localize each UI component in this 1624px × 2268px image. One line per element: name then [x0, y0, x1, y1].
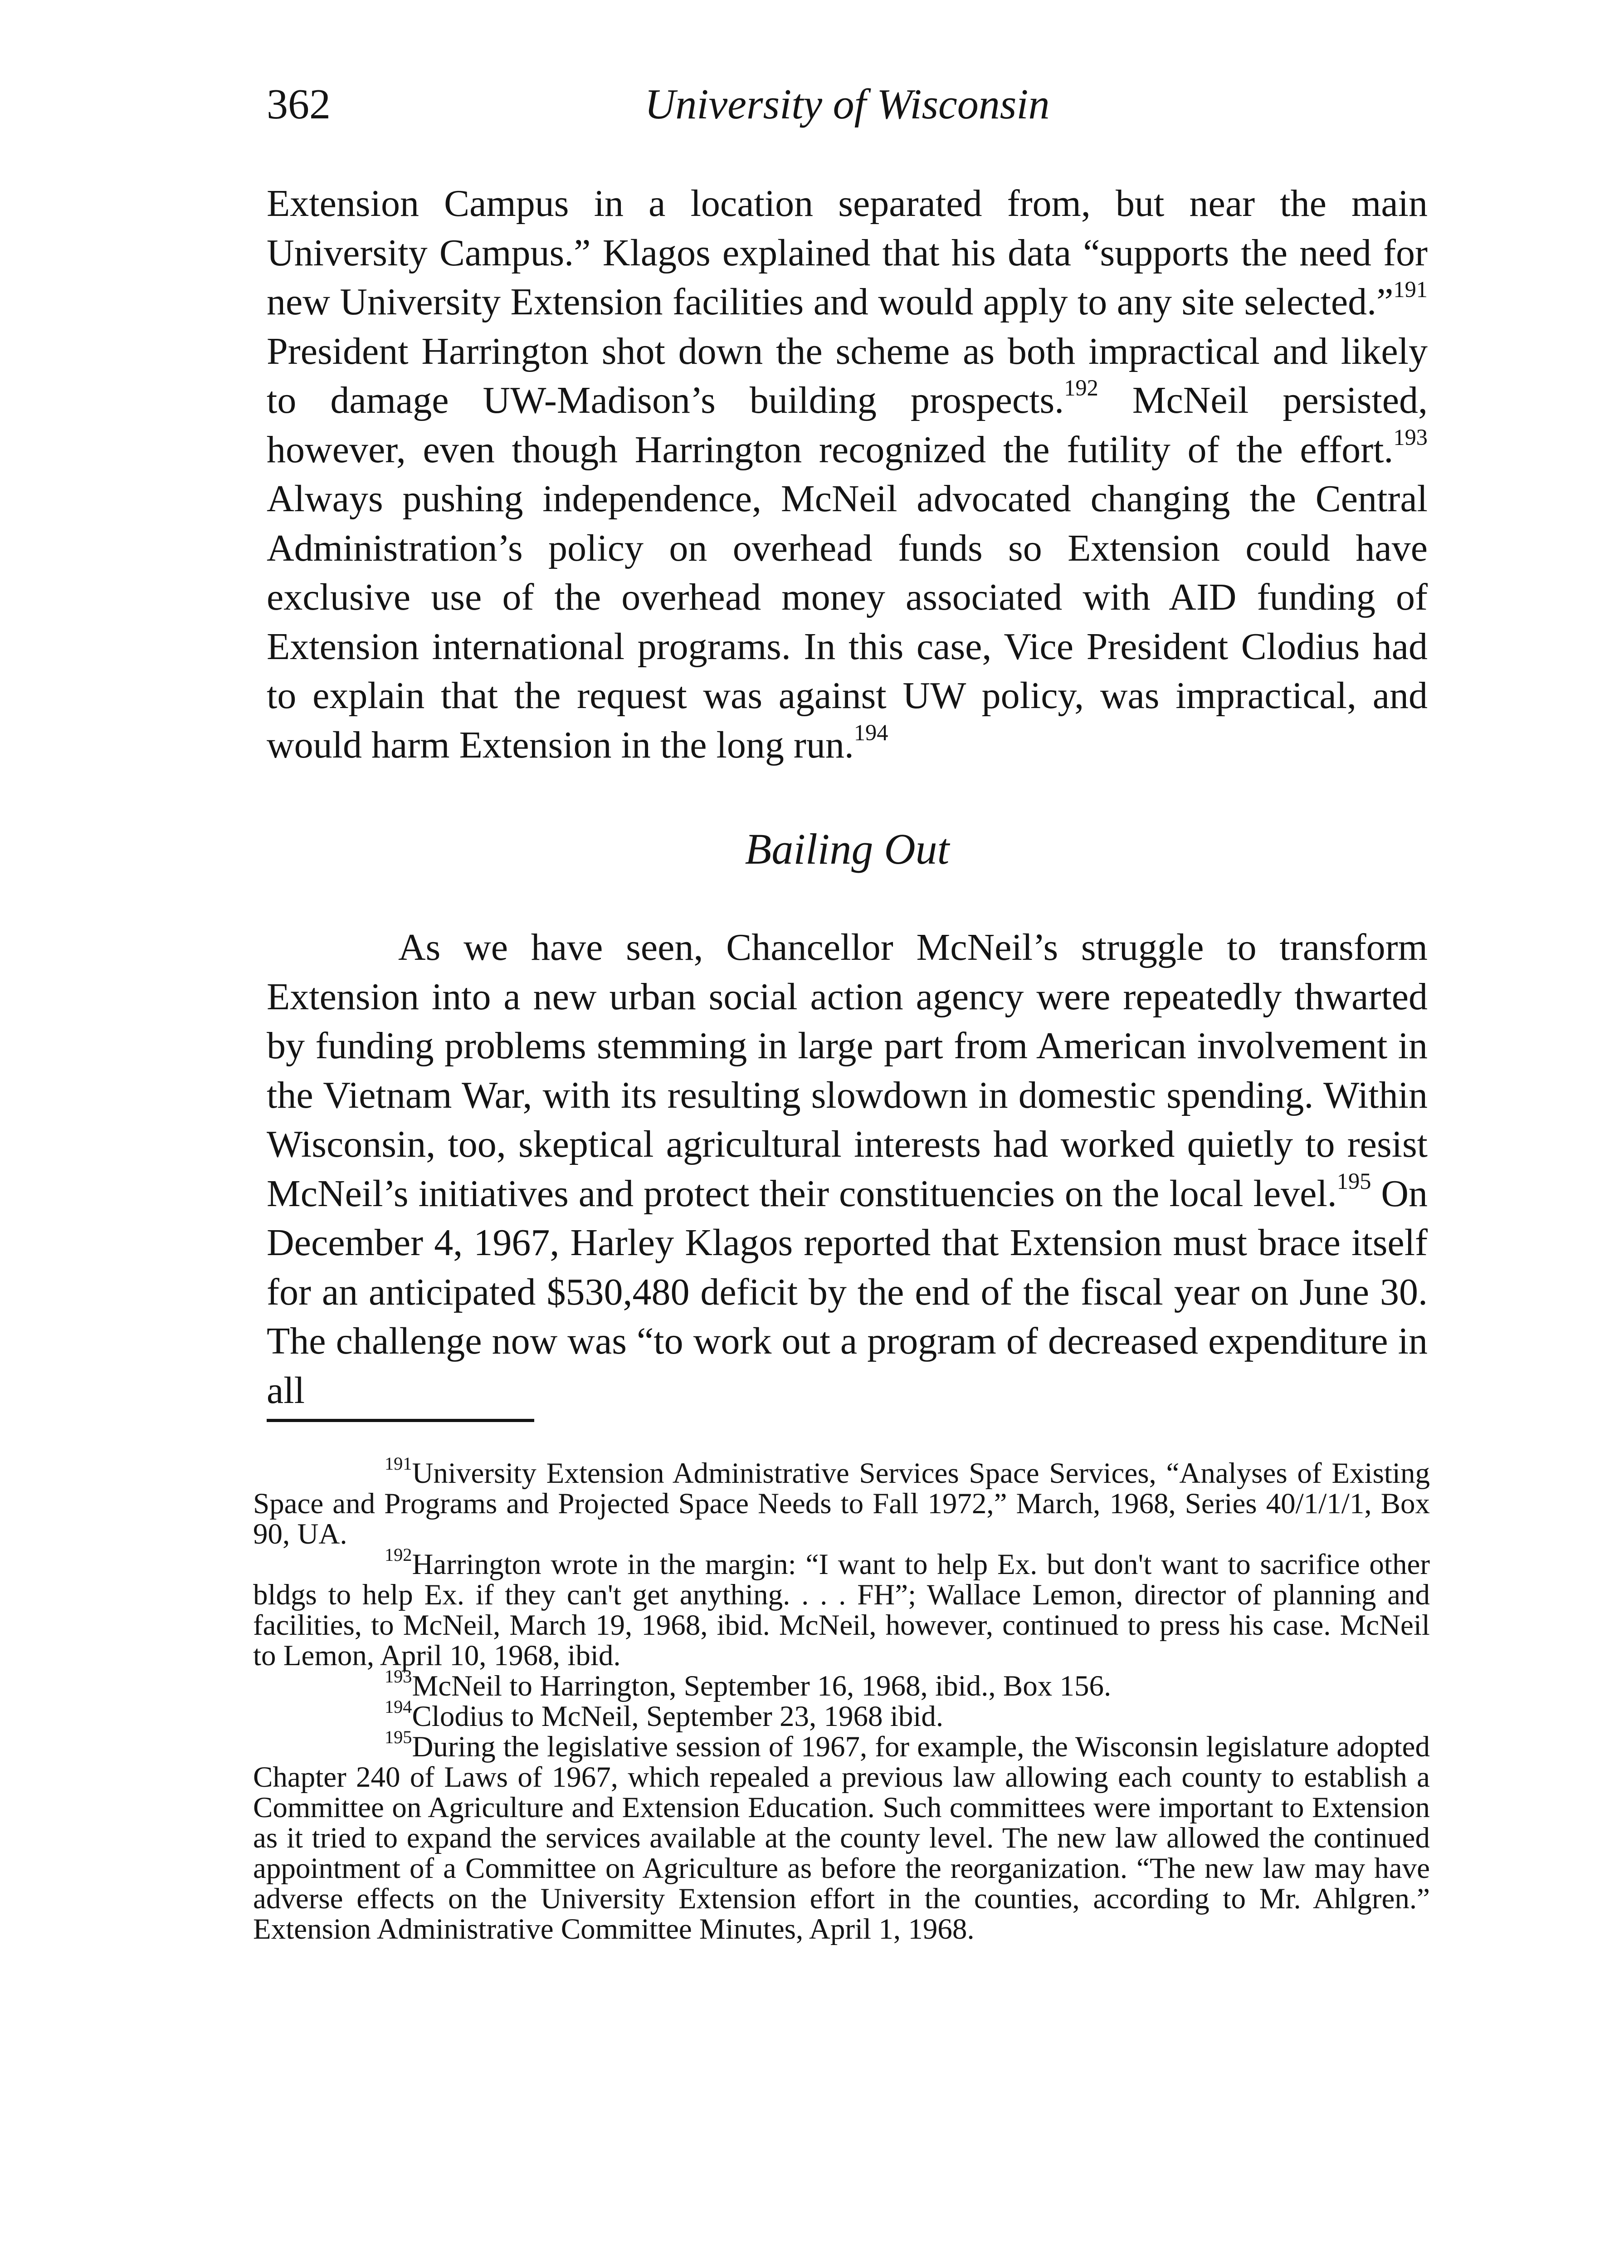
- text-run: As we have seen, Chancellor McNeil’s struggle to transform Extension into a new urban social action agency were repeatedly thwarted by funding problems stemming in large part from American involvement in the Vietnam War, with its resulting slowdown in domestic spending. Within Wisconsin, too, skeptical agricultural interests had worked quietly to resist McNeil’s initiatives and protect their constituencies on the local level.: [267, 926, 1428, 1215]
- footnote-number: 192: [385, 1544, 412, 1565]
- text-run: Always pushing independence, McNeil advocated changing the Central Administration’s policy on overhead funds so Extension could have exclusive use of the overhead money associated with AID funding of Extension international programs. In this case, Vice President Clodius had to explain that the request was against UW policy, was impractical, and would harm Extension in the long run.: [267, 478, 1428, 766]
- footnote-text: McNeil to Harrington, September 16, 1968, ibid., Box 156.: [412, 1670, 1112, 1702]
- footnote-ref: 195: [1336, 1168, 1371, 1194]
- footnote-text: During the legislative session of 1967, for example, the Wisconsin legislature adopted Chapter 240 of Laws of 1967, which repealed a previous law allowing each county to establish a Committee on Agriculture and Extension Education. Such committees were important to Extension as it tried to expand the services available at the county level. The new law allowed the continued appointment of a Committee on Agriculture as before the reorganization. “The new law may have adverse effects on the University Extension effort in the counties, according to Mr. Ahlgren.” Extension Administrative Committee Minutes, April 1, 1968.: [253, 1730, 1430, 1945]
- footnote-text: University Extension Administrative Services Space Services, “Analyses of Existing Space and Programs and Projected Space Needs to Fall 1972,” March, 1968, Series 40/1/1/1, Box 90, UA.: [253, 1457, 1430, 1550]
- footnote-ref: 192: [1064, 375, 1098, 401]
- footnote: [253, 1696, 1430, 1733]
- text-run: President Harrington shot down the scheme as both impractical and likely to damage UW-Madison’s building prospects.: [267, 330, 1428, 421]
- page-header: [267, 77, 1428, 136]
- section-heading: Bailing Out: [745, 825, 950, 873]
- footnote-text: Harrington wrote in the margin: “I want to help Ex. but don't want to sacrifice other bldgs to help Ex. if they can't get anything. . . . FH”; Wallace Lemon, director of planning and facilities, to McNeil, March 19, 1968, ibid. McNeil, however, continued to press his case. McNeil to Lemon, April 10, 1968, ibid.: [253, 1548, 1430, 1672]
- body-paragraph: [267, 923, 1428, 1415]
- footnote: [253, 1726, 1430, 1945]
- page-number: 362: [267, 81, 331, 128]
- footnote: [253, 1544, 1430, 1672]
- footnote-divider: [267, 1419, 534, 1422]
- footnote: [253, 1453, 1430, 1550]
- footnote: [253, 1666, 1430, 1702]
- footnote-ref: 193: [1393, 424, 1428, 450]
- body-paragraph: [267, 179, 1428, 770]
- footnotes: [253, 1453, 1430, 1945]
- footnote-text: Clodius to McNeil, September 23, 1968 ibid.: [412, 1700, 944, 1733]
- footnote-number: 194: [385, 1696, 412, 1717]
- footnote-ref: 191: [1393, 277, 1428, 303]
- text-run: Extension Campus in a location separated from, but near the main University Campus.” Klagos explained that his data “supports the need for new University Extension facilities and would apply to any site selected.”: [267, 182, 1428, 323]
- text-run: McNeil persisted, however, even though Harrington recognized the futility of the effort.: [267, 379, 1428, 471]
- footnote-number: 191: [385, 1453, 412, 1474]
- footnote-number: 193: [385, 1666, 412, 1686]
- footnote-ref: 194: [853, 719, 888, 745]
- running-title: University of Wisconsin: [644, 81, 1050, 128]
- text-run: On December 4, 1967, Harley Klagos reported that Extension must brace itself for an anticipated $530,480 deficit by the end of the fiscal year on June 30. The challenge now was “to work out a program of decreased expenditure in all: [267, 1172, 1428, 1412]
- footnote-number: 195: [385, 1726, 412, 1747]
